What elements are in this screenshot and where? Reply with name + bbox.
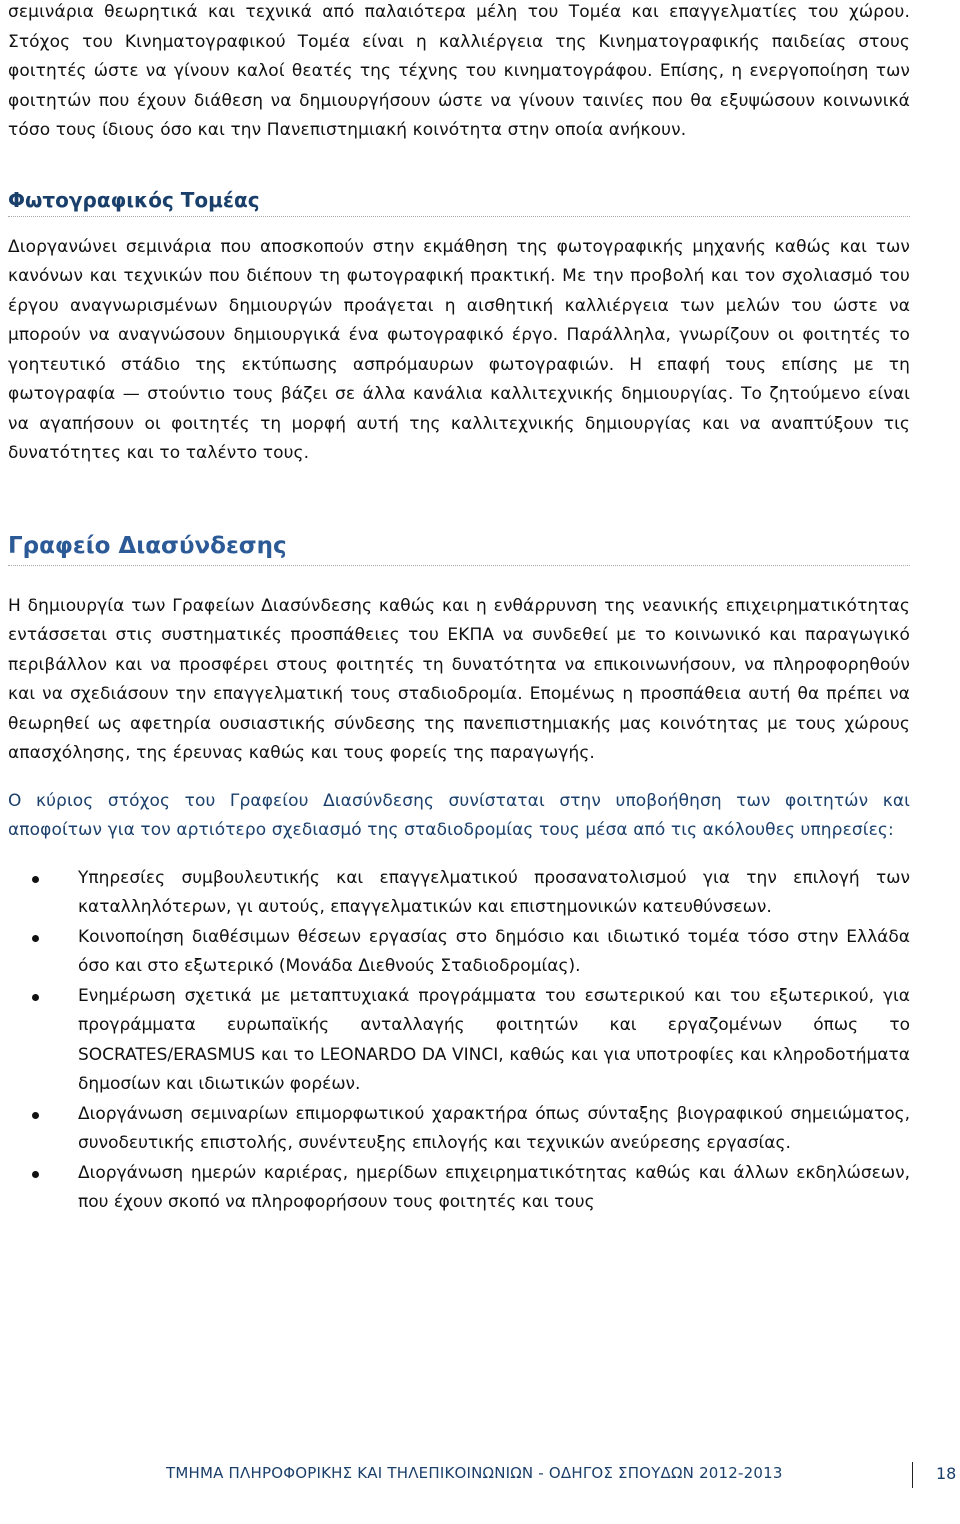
photo-section-paragraph: Διοργανώνει σεμινάρια που αποσκοπούν στην εκμάθηση της φωτογραφικής μηχανής καθώς και των κανόνων και τεχνικών που διέπουν τη φωτογραφική πρακτική. Με την προβολή και τον σχολιασμό του έργου αναγνωρισμένων δημιουργών προάγεται η αισθητική καλλιέργεια των μελών του ώστε να μπορούν να αναγνώσουν δημιουργικά ένα φωτογραφικό έργο. Παράλληλα, γνωρίζουν οι φοιτητές το γοητευτικό στάδιο της εκτύπωσης ασπρόμαυρων φωτογραφιών. Η επαφή τους επίσης με τη φωτογραφία — στούντιο τους βάζει σε άλλα κανάλια καλλιτεχνικής δημιουργίας. Το ζητούμενο είναι να αγαπήσουν οι φοιτητές τη μορφή αυτή της καλλιτεχνικής δημιουργίας και να αναπτύξουν τις δυνατότητες και το ταλέντο τους. — [8, 236, 910, 463]
services-item-text: Κοινοποίηση διαθέσιμων θέσεων εργασίας στο δημόσιο και ιδιωτικό τομέα τόσο στην Ελλάδα όσο και στο εξωτερικό (Μονάδα Διεθνούς Σταδιοδρομίας). — [78, 926, 910, 976]
intro-paragraph: σεμινάρια θεωρητικά και τεχνικά από παλαιότερα μέλη του Τομέα και επαγγελματίες του χώρου. Στόχος του Κινηματογραφικού Τομέα είναι η καλλιέργεια της Κινηματογραφικής παιδείας στους φοιτητές ώστε να γίνουν καλοί θεατές της τέχνης του κινηματογράφου. Επίσης, η ενεργοποίηση των φοιτητών που έχουν διάθεση να δημιουργήσουν ώστε να γίνουν ταινίες που θα εξυψώσουν κοινωνικά τόσο τους ίδιους όσο και την Πανεπιστημιακή κοινότητα στην οποία ανήκουν. — [8, 2, 910, 140]
bullet-icon — [32, 994, 39, 1001]
office-section-heading: Γραφείο Διασύνδεσης — [8, 533, 910, 566]
services-item-text: Διοργάνωση ημερών καριέρας, ημερίδων επιχειρηματικότητας καθώς και άλλων εκδηλώσεων, που έχουν σκοπό να πληροφορήσουν τους φοιτητές και τους — [78, 1162, 910, 1212]
office-paragraph-2: Ο κύριος στόχος του Γραφείου Διασύνδεσης συνίσταται στην υποβοήθηση των φοιτητών και αποφοίτων για τον αρτιότερο σχεδιασμό της σταδιοδρομίας τους μέσα από τις ακόλουθες υπηρεσίες: — [8, 790, 910, 840]
bullet-icon — [32, 1171, 39, 1178]
footer-divider — [912, 1462, 913, 1488]
services-list-item — [8, 864, 910, 923]
services-item-text: Υπηρεσίες συμβουλευτικής και επαγγελματικού προσανατολισμού για την επιλογή των καταλληλότερων, γι αυτούς, επαγγελματικών και επιστημονικών κατευθύνσεων. — [78, 867, 910, 917]
page-number: 18 — [936, 1464, 957, 1483]
page-footer — [0, 1462, 960, 1488]
bullet-icon — [32, 1112, 39, 1119]
services-list — [8, 864, 910, 1218]
footer-title: ΤΜΗΜΑ ΠΛΗΡΟΦΟΡΙΚΗΣ ΚΑΙ ΤΗΛΕΠΙΚΟΙΝΩΝΙΩΝ - ΟΔΗΓΟΣ ΣΠΟΥΔΩΝ 2012-2013 — [166, 1464, 783, 1482]
services-list-item — [8, 1159, 910, 1218]
services-item-text: Διοργάνωση σεμιναρίων επιμορφωτικού χαρακτήρα όπως σύνταξης βιογραφικού σημειώματος, συνοδευτικής επιστολής, συνέντευξης επιλογής και τεχνικών ανεύρεσης εργασίας. — [78, 1103, 910, 1153]
services-list-item — [8, 1100, 910, 1159]
services-list-item — [8, 982, 910, 1100]
document-page — [8, 0, 910, 1218]
services-list-item — [8, 923, 910, 982]
bullet-icon — [32, 935, 39, 942]
services-item-text: Ενημέρωση σχετικά με μεταπτυχιακά προγράμματα του εσωτερικού και του εξωτερικού, για προγράμματα ευρωπαϊκής ανταλλαγής φοιτητών και εργαζομένων όπως το SOCRATES/ERASMUS και το LEONARDO DA VINCI, καθώς και για υποτροφίες και κληροδοτήματα δημοσίων και ιδιωτικών φορέων. — [78, 985, 910, 1094]
bullet-icon — [32, 876, 39, 883]
photo-section-heading: Φωτογραφικός Τομέας — [8, 188, 910, 217]
office-paragraph-1: Η δημιουργία των Γραφείων Διασύνδεσης καθώς και η ενθάρρυνση της νεανικής επιχειρηματικότητας εντάσσεται στις συστηματικές προσπάθειες του ΕΚΠΑ να συνδεθεί με το κοινωνικό και παραγωγικό περιβάλλον και να προσφέρει στους φοιτητές τη δυνατότητα να επικοινωνήσουν, να πληροφορηθούν και να σχεδιάσουν την επαγγελματική τους σταδιοδρομία. Επομένως η προσπάθεια αυτή θα πρέπει να θεωρηθεί ως αφετηρία ουσιαστικής σύνδεσης της πανεπιστημιακής μας κοινότητας με τους χώρους απασχόλησης, της έρευνας καθώς και τους φορείς της παραγωγής. — [8, 595, 910, 763]
